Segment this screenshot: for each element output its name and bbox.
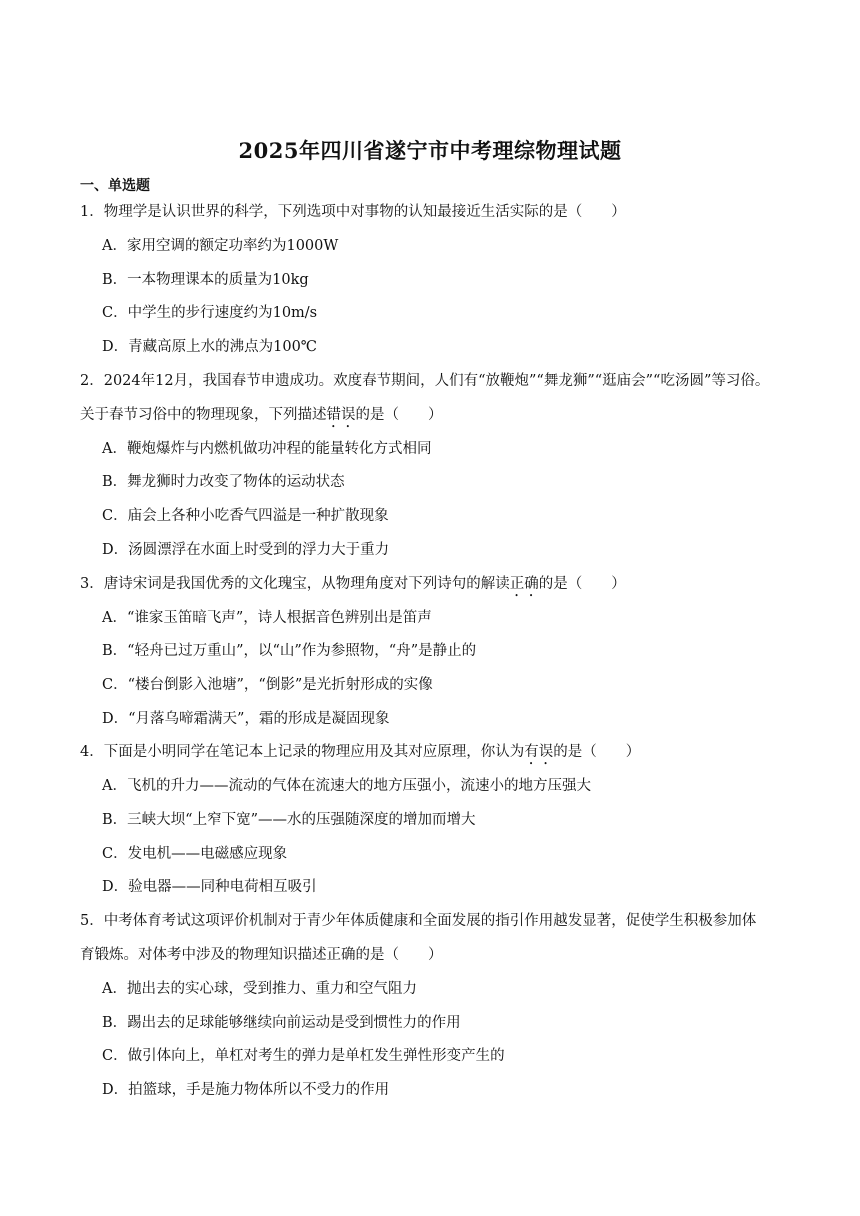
question-1-option-b[interactable]: B．一本物理课本的质量为10kg: [102, 272, 309, 288]
question-4-stem-pre: 4．下面是小明同学在笔记本上记录的物理应用及其对应原理，你认为: [80, 744, 525, 760]
question-3-stem-pre: 3．唐诗宋词是我国优秀的文化瑰宝，从物理角度对下列诗句的解读: [80, 576, 510, 592]
question-3-emphasis: 正确: [509, 576, 539, 592]
question-3-stem: [80, 574, 626, 600]
question-5-stem-line2: 育锻炼。对体考中涉及的物理知识描述正确的是（ ）: [80, 947, 443, 963]
question-5-option-c[interactable]: C．做引体向上，单杠对考生的弹力是单杠发生弹性形变产生的: [102, 1048, 505, 1064]
question-2-option-a[interactable]: A．鞭炮爆炸与内燃机做功冲程的能量转化方式相同: [102, 441, 432, 457]
question-2-stem-line1: 2．2024年12月，我国春节申遗成功。欢度春节期间，人们有“放鞭炮”“舞龙狮”“逛庙会”“吃汤圆”等习俗。: [80, 373, 770, 389]
question-3-option-b[interactable]: B．“轻舟已过万重山”，以“山”作为参照物，“舟”是静止的: [102, 643, 477, 659]
question-2-emphasis: 错误: [326, 407, 356, 423]
question-2-stem-post: 的是（ ）: [355, 407, 443, 423]
question-4-stem: [80, 742, 640, 768]
question-5-option-d[interactable]: D．拍篮球，手是施力物体所以不受力的作用: [102, 1082, 390, 1098]
question-2-stem-pre: 关于春节习俗中的物理现象，下列描述: [80, 407, 327, 423]
question-5-stem-line1: 5．中考体育考试这项评价机制对于青少年体质健康和全面发展的指引作用越发显著，促使学生积极参加体: [80, 913, 757, 929]
question-1-option-d[interactable]: D．青藏高原上水的沸点为100℃: [102, 339, 318, 355]
question-4-option-d[interactable]: D．验电器——同种电荷相互吸引: [102, 879, 317, 895]
question-4-emphasis: 有误: [524, 744, 554, 760]
question-1-option-a[interactable]: A．家用空调的额定功率约为1000W: [102, 238, 339, 254]
question-5-option-a[interactable]: A．抛出去的实心球，受到推力、重力和空气阻力: [102, 981, 417, 997]
question-3-option-a[interactable]: A．“谁家玉笛暗飞声”，诗人根据音色辨别出是笛声: [102, 610, 432, 626]
section-heading: 一、单选题: [80, 178, 150, 194]
question-3-option-c[interactable]: C．“楼台倒影入池塘”，“倒影”是光折射形成的实像: [102, 677, 433, 693]
question-2-option-b[interactable]: B．舞龙狮时力改变了物体的运动状态: [102, 474, 345, 490]
page-title: 2025年四川省遂宁市中考理综物理试题: [238, 138, 622, 163]
question-4-option-b[interactable]: B．三峡大坝“上窄下宽”——水的压强随深度的增加而增大: [102, 812, 476, 828]
question-2-stem-line2: [80, 405, 443, 431]
question-4-option-c[interactable]: C．发电机——电磁感应现象: [102, 846, 288, 862]
question-3-option-d[interactable]: D．“月落乌啼霜满天”，霜的形成是凝固现象: [102, 711, 390, 727]
question-2-option-c[interactable]: C．庙会上各种小吃香气四溢是一种扩散现象: [102, 508, 389, 524]
question-2-option-d[interactable]: D．汤圆漂浮在水面上时受到的浮力大于重力: [102, 542, 390, 558]
question-1-option-c[interactable]: C．中学生的步行速度约为10m/s: [102, 305, 318, 321]
question-1-stem: 1．物理学是认识世界的科学，下列选项中对事物的认知最接近生活实际的是（ ）: [80, 204, 626, 220]
question-3-stem-post: 的是（ ）: [538, 576, 626, 592]
question-4-option-a[interactable]: A．飞机的升力——流动的气体在流速大的地方压强小，流速小的地方压强大: [102, 778, 591, 794]
question-5-option-b[interactable]: B．踢出去的足球能够继续向前运动是受到惯性力的作用: [102, 1015, 461, 1031]
question-4-stem-post: 的是（ ）: [553, 744, 641, 760]
